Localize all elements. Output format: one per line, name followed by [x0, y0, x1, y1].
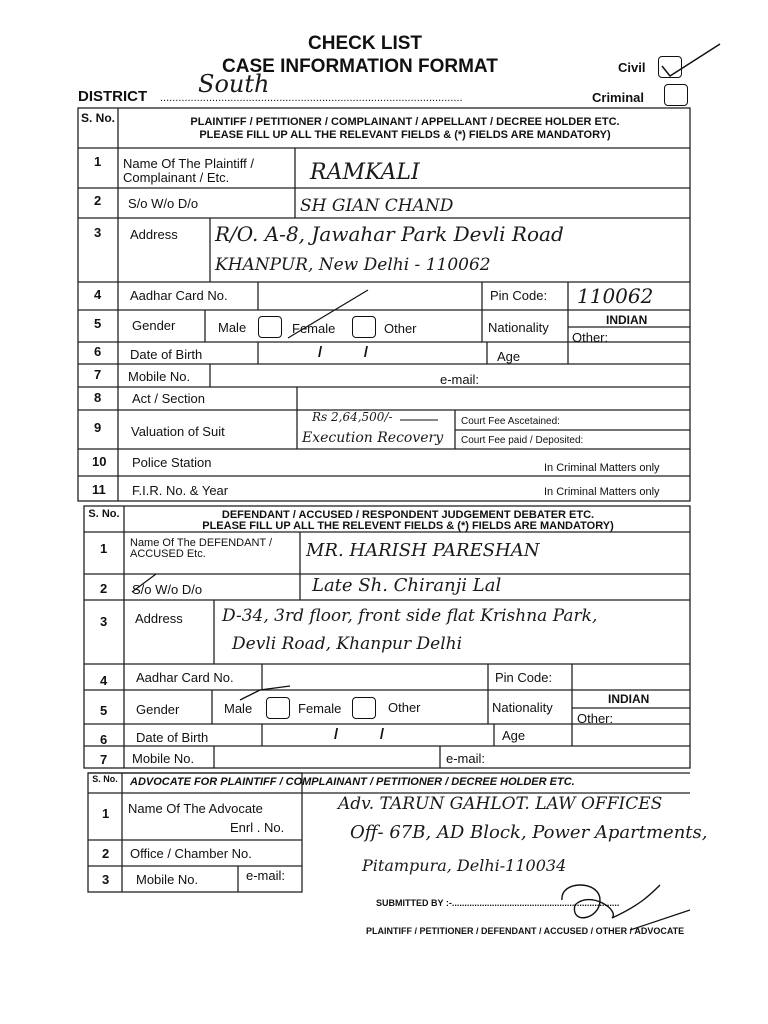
sec1-relation-value[interactable]: SH GIAN CHAND	[300, 196, 454, 216]
submitted-by: SUBMITTED BY :-...................................................................	[376, 898, 620, 908]
sec2-row1-no: 1	[100, 541, 108, 556]
sec2-sno-header: S. No.	[88, 508, 120, 520]
sec2-email-label: e-mail:	[446, 751, 486, 766]
sec2-address-label: Address	[135, 611, 183, 626]
sec1-pin-label: Pin Code:	[490, 288, 548, 303]
sec1-row5-no: 5	[94, 316, 102, 331]
district-label: DISTRICT	[78, 88, 148, 105]
sec2-nationality-value: INDIAN	[608, 692, 650, 706]
district-dots: ...................................................................................................	[160, 92, 463, 104]
sec1-title-line1: PLAINTIFF / PETITIONER / COMPLAINANT / APPELLANT / DECREE HOLDER ETC.	[190, 116, 620, 128]
sec3-office-label: Office / Chamber No.	[130, 846, 252, 861]
sec1-nationality-value: INDIAN	[606, 313, 648, 327]
sec1-pin-value[interactable]: 110062	[577, 284, 654, 308]
sec2-address-line2[interactable]: Devli Road, Khanpur Delhi	[232, 634, 463, 654]
sec1-address-line2[interactable]: KHANPUR, New Delhi - 110062	[215, 255, 491, 275]
sec1-other-nationality-label: Other:	[572, 330, 609, 345]
sec2-pin-label: Pin Code:	[495, 670, 553, 685]
sec1-email-label: e-mail:	[440, 372, 480, 387]
sec1-female-label: Female	[292, 321, 336, 336]
sec2-dob-value[interactable]: / /	[334, 726, 385, 743]
sec2-age-label: Age	[502, 728, 526, 743]
sec1-police-station-label: Police Station	[132, 455, 212, 470]
sec1-row7-no: 7	[94, 367, 102, 382]
sec1-title-line2: PLEASE FILL UP ALL THE RELEVANT FIELDS & (*) FIELDS ARE MANDATORY)	[199, 129, 611, 141]
sec1-row6-no: 6	[94, 344, 102, 359]
civil-checkbox[interactable]	[658, 56, 682, 78]
sec1-fir-note: In Criminal Matters only	[544, 486, 660, 498]
sec2-title-line2: PLEASE FILL UP ALL THE RELEVENT FIELDS & (*) FIELDS ARE MANDATORY)	[202, 520, 614, 532]
sec3-enrl-label: Enrl . No.	[230, 820, 285, 835]
sec1-plaintiff-name-label: Name Of The Plaintiff / Complainant / Etc.	[123, 156, 255, 185]
sec3-email-label: e-mail:	[246, 868, 286, 883]
sec2-male-label: Male	[224, 701, 253, 716]
sec1-row11-no: 11	[92, 482, 106, 497]
district-value[interactable]: South	[198, 70, 270, 98]
sec2-row6-no: 6	[100, 732, 108, 747]
sec3-sno-header: S. No.	[92, 774, 118, 784]
sec2-dob-label: Date of Birth	[136, 730, 209, 745]
sec3-address-value[interactable]: Pitampura, Delhi-110034	[362, 856, 567, 875]
criminal-label: Criminal	[592, 90, 645, 105]
sec3-title: ADVOCATE FOR PLAINTIFF / COMPLAINANT / PETITIONER / DECREE HOLDER ETC.	[130, 776, 575, 788]
sec2-defendant-name-label: Name Of The DEFENDANT / ACCUSED Etc.	[130, 537, 273, 560]
submitter-roles: PLAINTIFF / PETITIONER / DEFENDANT / ACCUSED / OTHER / ADVOCATE	[366, 926, 685, 936]
sec2-mobile-label: Mobile No.	[132, 751, 195, 766]
sec1-row10-no: 10	[92, 454, 107, 469]
sec1-plaintiff-name-value[interactable]: RAMKALI	[310, 160, 420, 185]
sec1-police-station-note: In Criminal Matters only	[544, 462, 660, 474]
sec2-relation-label: S/o W/o D/o	[132, 582, 203, 597]
title-case-information-format: CASE INFORMATION FORMAT	[222, 56, 498, 77]
sec2-relation-value[interactable]: Late Sh. Chiranji Lal	[312, 575, 502, 596]
sec3-advocate-name-value[interactable]: Adv. TARUN GAHLOT. LAW OFFICES	[338, 794, 663, 814]
sec1-aadhar-label: Aadhar Card No.	[130, 288, 228, 303]
sec2-male-checkbox[interactable]	[266, 697, 290, 719]
sec1-age-label: Age	[497, 349, 521, 364]
sec2-aadhar-label: Aadhar Card No.	[136, 670, 234, 685]
sec3-row1-no: 1	[102, 806, 110, 821]
sec1-fir-label: F.I.R. No. & Year	[132, 483, 229, 498]
sec3-row2-no: 2	[102, 846, 110, 861]
sec1-row4-no: 4	[94, 287, 102, 302]
title-checklist: CHECK LIST	[308, 33, 422, 54]
sec2-address-line1[interactable]: D-34, 3rd floor, front side flat Krishna Park,	[222, 606, 598, 626]
sec1-gender-label: Gender	[132, 318, 176, 333]
sec2-row4-no: 4	[100, 673, 108, 688]
sec1-valuation-label: Valuation of Suit	[131, 424, 225, 439]
sec1-relation-label: S/o W/o D/o	[128, 196, 199, 211]
sec1-valuation-value[interactable]: Rs 2,64,500/-	[312, 410, 393, 424]
sec1-dob-value[interactable]: / /	[318, 344, 369, 361]
sec2-other-label: Other	[388, 700, 421, 715]
sec3-office-value[interactable]: Off- 67B, AD Block, Power Apartments,	[350, 822, 708, 843]
sec1-male-checkbox[interactable]	[258, 316, 282, 338]
sec1-address-line1[interactable]: R/O. A-8, Jawahar Park Devli Road	[215, 222, 564, 246]
sec2-defendant-name-value[interactable]: MR. HARISH PARESHAN	[306, 540, 540, 561]
sec2-row7-no: 7	[100, 752, 108, 767]
sec1-nationality-label: Nationality	[488, 320, 549, 335]
sec2-female-label: Female	[298, 701, 342, 716]
sec2-row3-no: 3	[100, 614, 108, 629]
criminal-checkbox[interactable]	[664, 84, 688, 106]
sec3-row3-no: 3	[102, 872, 110, 887]
civil-label: Civil	[618, 60, 646, 75]
sec2-title-line1: DEFENDANT / ACCUSED / RESPONDENT JUDGEMENT DEBATER ETC.	[221, 509, 595, 521]
sec1-court-fee-ascertained-label: Court Fee Ascetained:	[461, 416, 560, 427]
sec1-row2-no: 2	[94, 193, 102, 208]
sec1-row3-no: 3	[94, 225, 102, 240]
sec1-female-checkbox[interactable]	[352, 316, 376, 338]
sec3-mobile-label: Mobile No.	[136, 872, 199, 887]
sec2-nationality-label: Nationality	[492, 700, 553, 715]
sec1-row1-no: 1	[94, 154, 102, 169]
sec3-advocate-name-label: Name Of The Advocate	[128, 801, 263, 816]
signature	[556, 878, 666, 928]
sec2-other-nationality-label: Other:	[577, 711, 614, 726]
sec1-mobile-label: Mobile No.	[128, 369, 191, 384]
sec1-court-fee-paid-label: Court Fee paid / Deposited:	[461, 435, 584, 446]
sec2-row2-no: 2	[100, 581, 108, 596]
sec1-dob-label: Date of Birth	[130, 347, 203, 362]
sec2-gender-label: Gender	[136, 702, 180, 717]
sec1-row8-no: 8	[94, 390, 102, 405]
sec1-act-section-label: Act / Section	[132, 391, 205, 406]
sec1-row9-no: 9	[94, 420, 102, 435]
sec1-valuation-nature[interactable]: Execution Recovery	[302, 430, 444, 446]
sec2-row5-no: 5	[100, 703, 108, 718]
sec2-female-checkbox[interactable]	[352, 697, 376, 719]
sec1-sno-header: S. No.	[80, 111, 115, 125]
sec1-male-label: Male	[218, 320, 247, 335]
sec1-other-label: Other	[384, 321, 417, 336]
sec1-address-label: Address	[130, 227, 178, 242]
